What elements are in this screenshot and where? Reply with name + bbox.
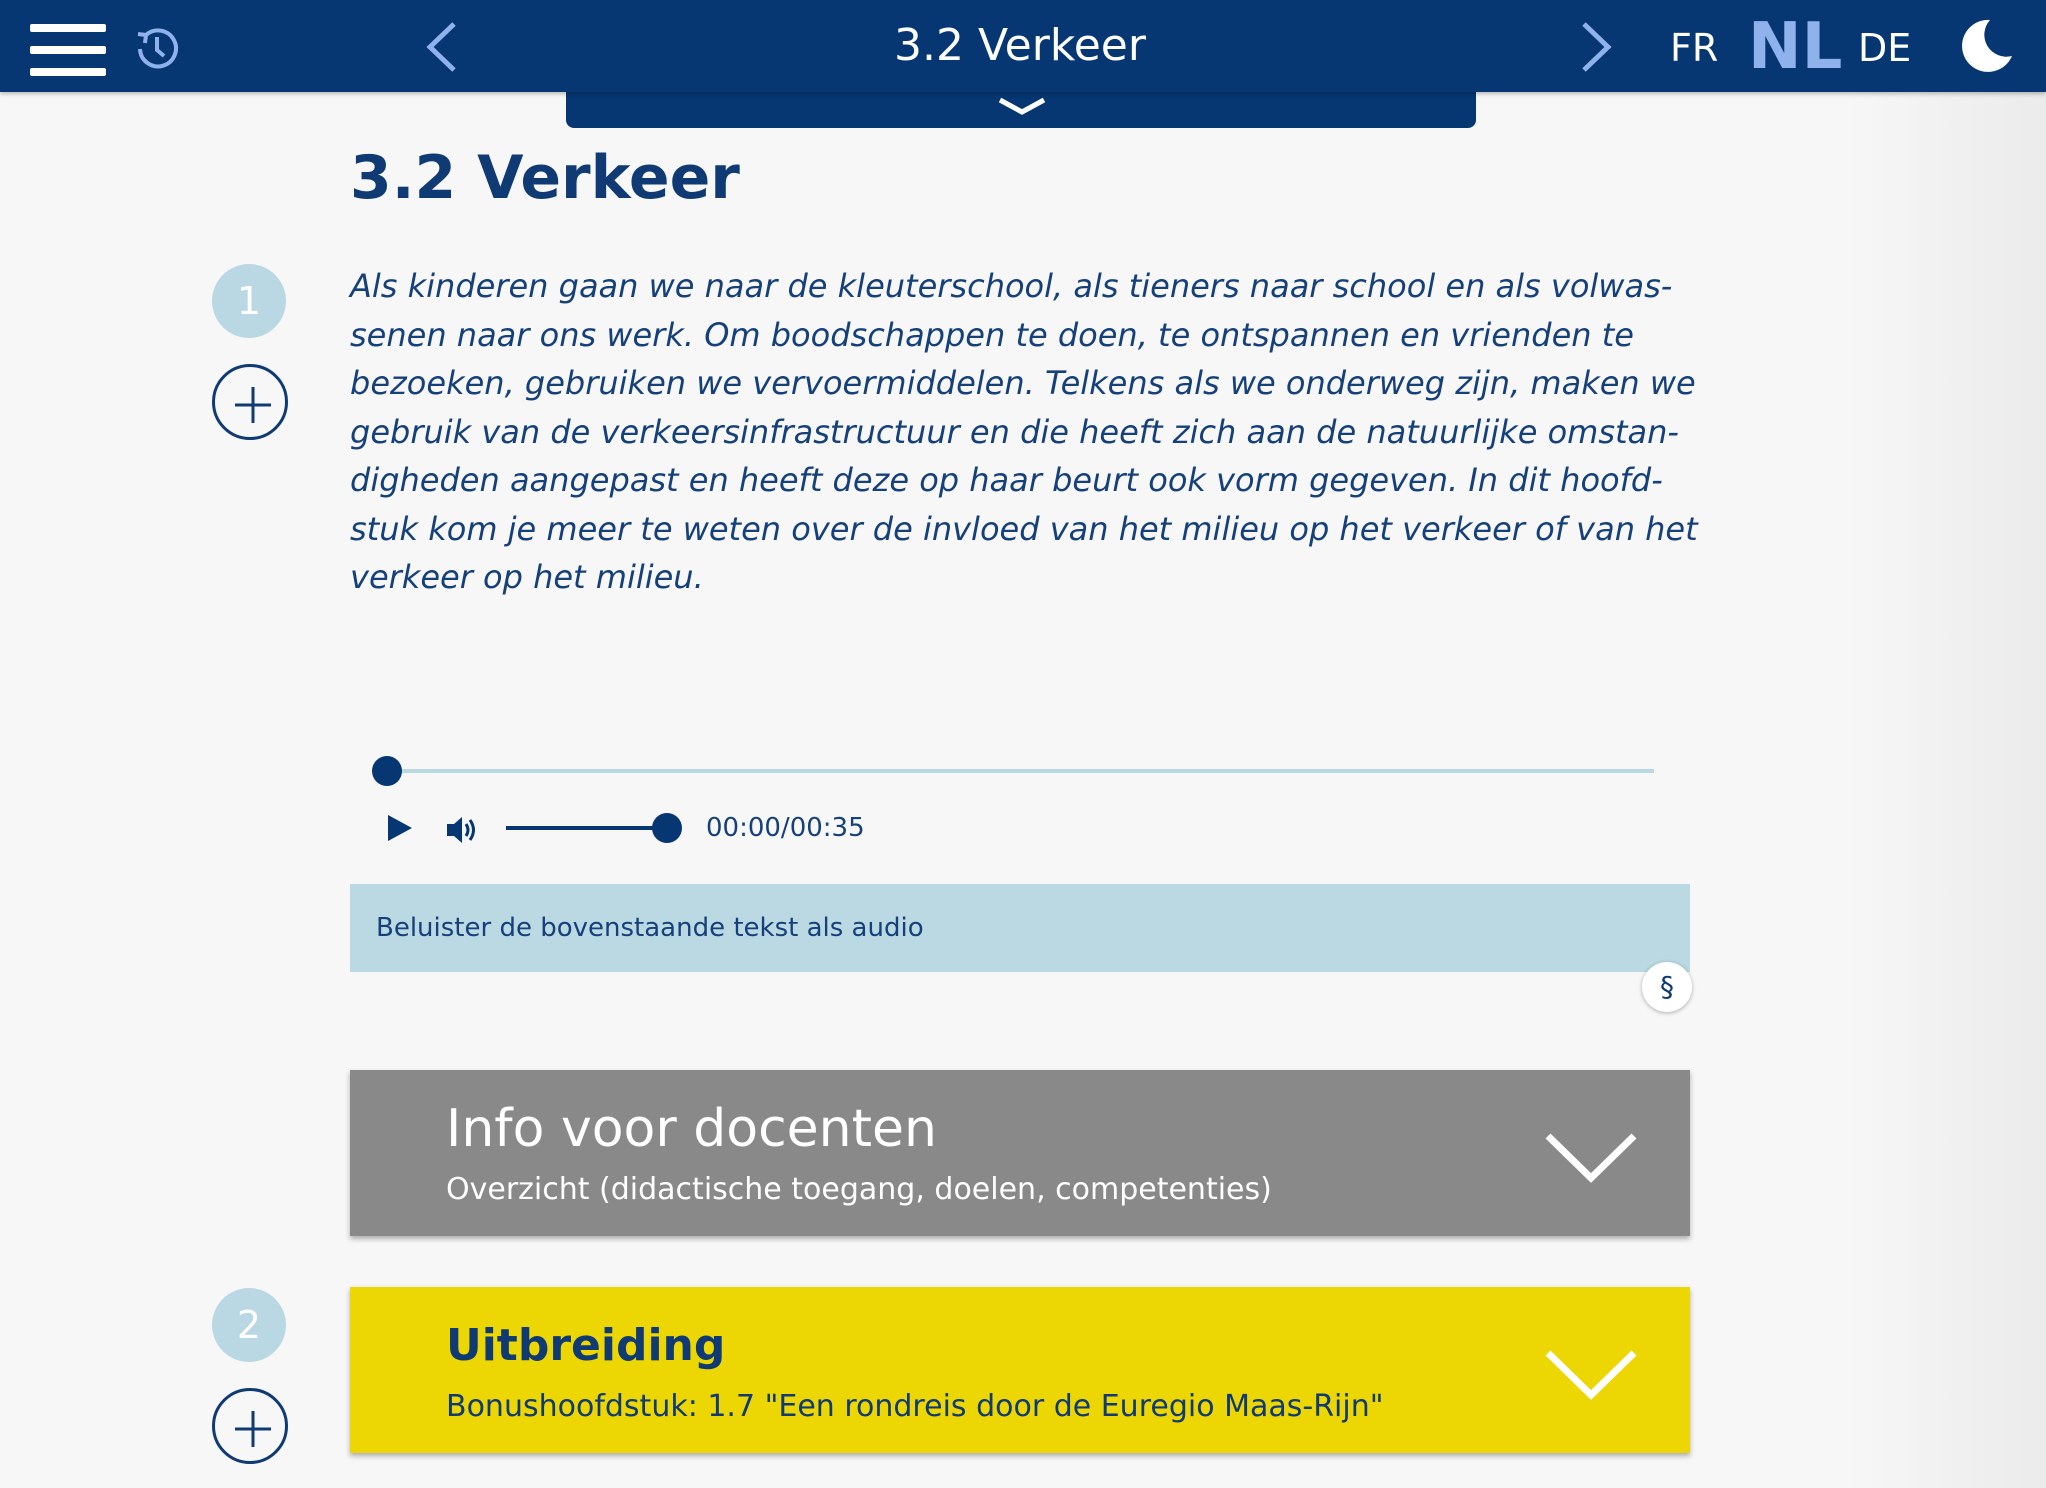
expand-section-button[interactable] xyxy=(212,1388,288,1464)
section-number-badge: 1 xyxy=(212,264,286,338)
chevron-left-icon[interactable] xyxy=(420,18,464,76)
paragraph-link-button[interactable]: § xyxy=(1642,962,1692,1012)
top-bar xyxy=(0,0,2046,92)
accordion-info-docenten[interactable] xyxy=(350,1070,1690,1236)
paragraph-line: senen naar ons werk. Om boodschappen te doen, te ontspannen en vrienden te xyxy=(350,315,1634,354)
paragraph-line: verkeer op het milieu. xyxy=(350,558,704,596)
moon-icon[interactable] xyxy=(1954,16,2014,76)
paragraph-line: digheden aangepast en heeft deze op haar beurt ook vorm gegeven. In dit hoofd- xyxy=(350,461,1663,499)
page-title: 3.2 Verkeer xyxy=(350,143,740,213)
chevron-down-icon xyxy=(1544,1130,1638,1186)
intro-paragraph xyxy=(350,262,1698,602)
lang-fr[interactable]: FR xyxy=(1670,26,1719,70)
paragraph-line: gebruik van de verkeersinfrastructuur en die heeft zich aan de natuurlijke omstan- xyxy=(350,412,1679,451)
topbar-title: 3.2 Verkeer xyxy=(894,20,1146,71)
paragraph-line: stuk kom je meer te weten over de invloed van het milieu op het verkeer of van het xyxy=(350,509,1698,548)
history-icon[interactable] xyxy=(130,22,184,76)
lang-nl[interactable]: NL xyxy=(1748,10,1843,84)
toc-pulltab[interactable] xyxy=(566,88,1476,128)
audio-time: 00:00/00:35 xyxy=(706,813,865,843)
audio-caption: Beluister de bovenstaande tekst als audio xyxy=(350,884,1690,972)
audio-seek-handle[interactable] xyxy=(372,756,402,786)
section-number-badge: 2 xyxy=(212,1288,286,1362)
paragraph-line: bezoeken, gebruiken we vervoermiddelen. Telkens als we onderweg zijn, maken we xyxy=(350,364,1696,402)
volume-slider[interactable] xyxy=(506,826,668,830)
audio-seek-bar[interactable] xyxy=(386,769,1654,773)
plus-icon xyxy=(233,1409,273,1449)
accordion-uitbreiding[interactable] xyxy=(350,1287,1690,1453)
accordion-subtitle: Overzicht (didactische toegang, doelen, competenties) xyxy=(446,1172,1272,1207)
chevron-right-icon[interactable] xyxy=(1574,18,1618,76)
lang-de[interactable]: DE xyxy=(1858,26,1912,70)
accordion-subtitle: Bonushoofdstuk: 1.7 "Een rondreis door de Euregio Maas-Rijn" xyxy=(446,1389,1384,1424)
play-icon[interactable] xyxy=(384,812,416,844)
menu-icon[interactable] xyxy=(30,22,106,80)
volume-icon[interactable] xyxy=(444,812,480,848)
accordion-title: Info voor docenten xyxy=(446,1099,937,1159)
edge-shadow xyxy=(1846,92,2046,1488)
chevron-down-icon xyxy=(996,96,1048,118)
plus-icon xyxy=(233,385,273,425)
volume-handle[interactable] xyxy=(652,813,682,843)
accordion-title: Uitbreiding xyxy=(446,1320,726,1371)
chevron-down-icon xyxy=(1544,1347,1638,1403)
expand-section-button[interactable] xyxy=(212,364,288,440)
paragraph-line: Als kinderen gaan we naar de kleuterschool, als tieners naar school en als volwas- xyxy=(350,267,1673,305)
